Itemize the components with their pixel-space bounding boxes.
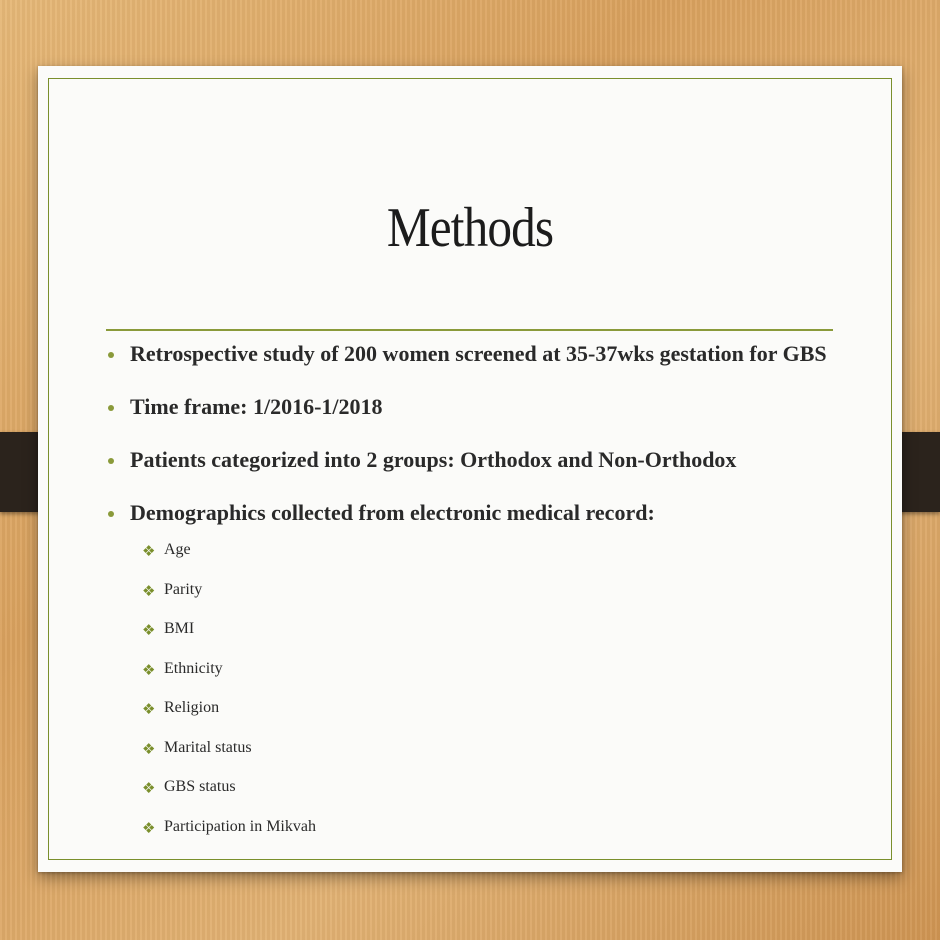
sub-bullet-item (142, 815, 316, 855)
bullet-text: Patients categorized into 2 groups: Orthodox and Non-Orthodox (130, 447, 737, 472)
sub-bullet-text: Marital status (164, 738, 252, 756)
sub-bullet-item (142, 696, 316, 736)
bullet-dot-icon (108, 405, 114, 411)
bullet-item (108, 445, 827, 498)
bullet-list (108, 339, 827, 551)
sub-bullet-text: Religion (164, 699, 220, 716)
sub-bullet-text: Age (164, 541, 191, 558)
sub-bullet-text: Parity (164, 580, 203, 598)
sub-bullet-item (142, 538, 316, 578)
bullet-text: Demographics collected from electronic medical record: (130, 500, 655, 525)
sub-bullet-text: Ethnicity (164, 659, 223, 677)
sub-bullet-item (142, 657, 316, 697)
bullet-item (108, 339, 827, 392)
sub-bullet-item (142, 617, 316, 657)
sub-bullet-text: Participation in Mikvah (164, 817, 316, 835)
sub-bullet-item (142, 736, 316, 776)
bullet-item (108, 392, 827, 445)
sub-bullet-text: GBS status (164, 778, 236, 795)
sub-bullet-item (142, 775, 316, 815)
diamond-bullet-icon: ❖ (142, 621, 156, 639)
diamond-bullet-icon: ❖ (142, 700, 156, 718)
diamond-bullet-icon: ❖ (142, 739, 156, 758)
sub-bullet-text: BMI (164, 620, 195, 637)
diamond-bullet-icon: ❖ (142, 779, 156, 797)
diamond-bullet-icon: ❖ (142, 542, 156, 560)
diamond-bullet-icon: ❖ (142, 581, 156, 600)
diamond-bullet-icon: ❖ (142, 660, 156, 679)
bullet-text: Retrospective study of 200 women screened at 35-37wks gestation for GBS (130, 341, 827, 366)
bullet-dot-icon (108, 352, 114, 358)
bullet-dot-icon (108, 458, 114, 464)
diamond-bullet-icon: ❖ (142, 818, 156, 837)
slide-card (38, 66, 902, 872)
slide-title: Methods (386, 197, 554, 259)
title-divider (106, 329, 833, 331)
bullet-text: Time frame: 1/2016-1/2018 (130, 394, 383, 419)
sub-bullet-item (142, 578, 316, 618)
bullet-dot-icon (108, 511, 114, 517)
sub-bullet-list (142, 538, 316, 854)
